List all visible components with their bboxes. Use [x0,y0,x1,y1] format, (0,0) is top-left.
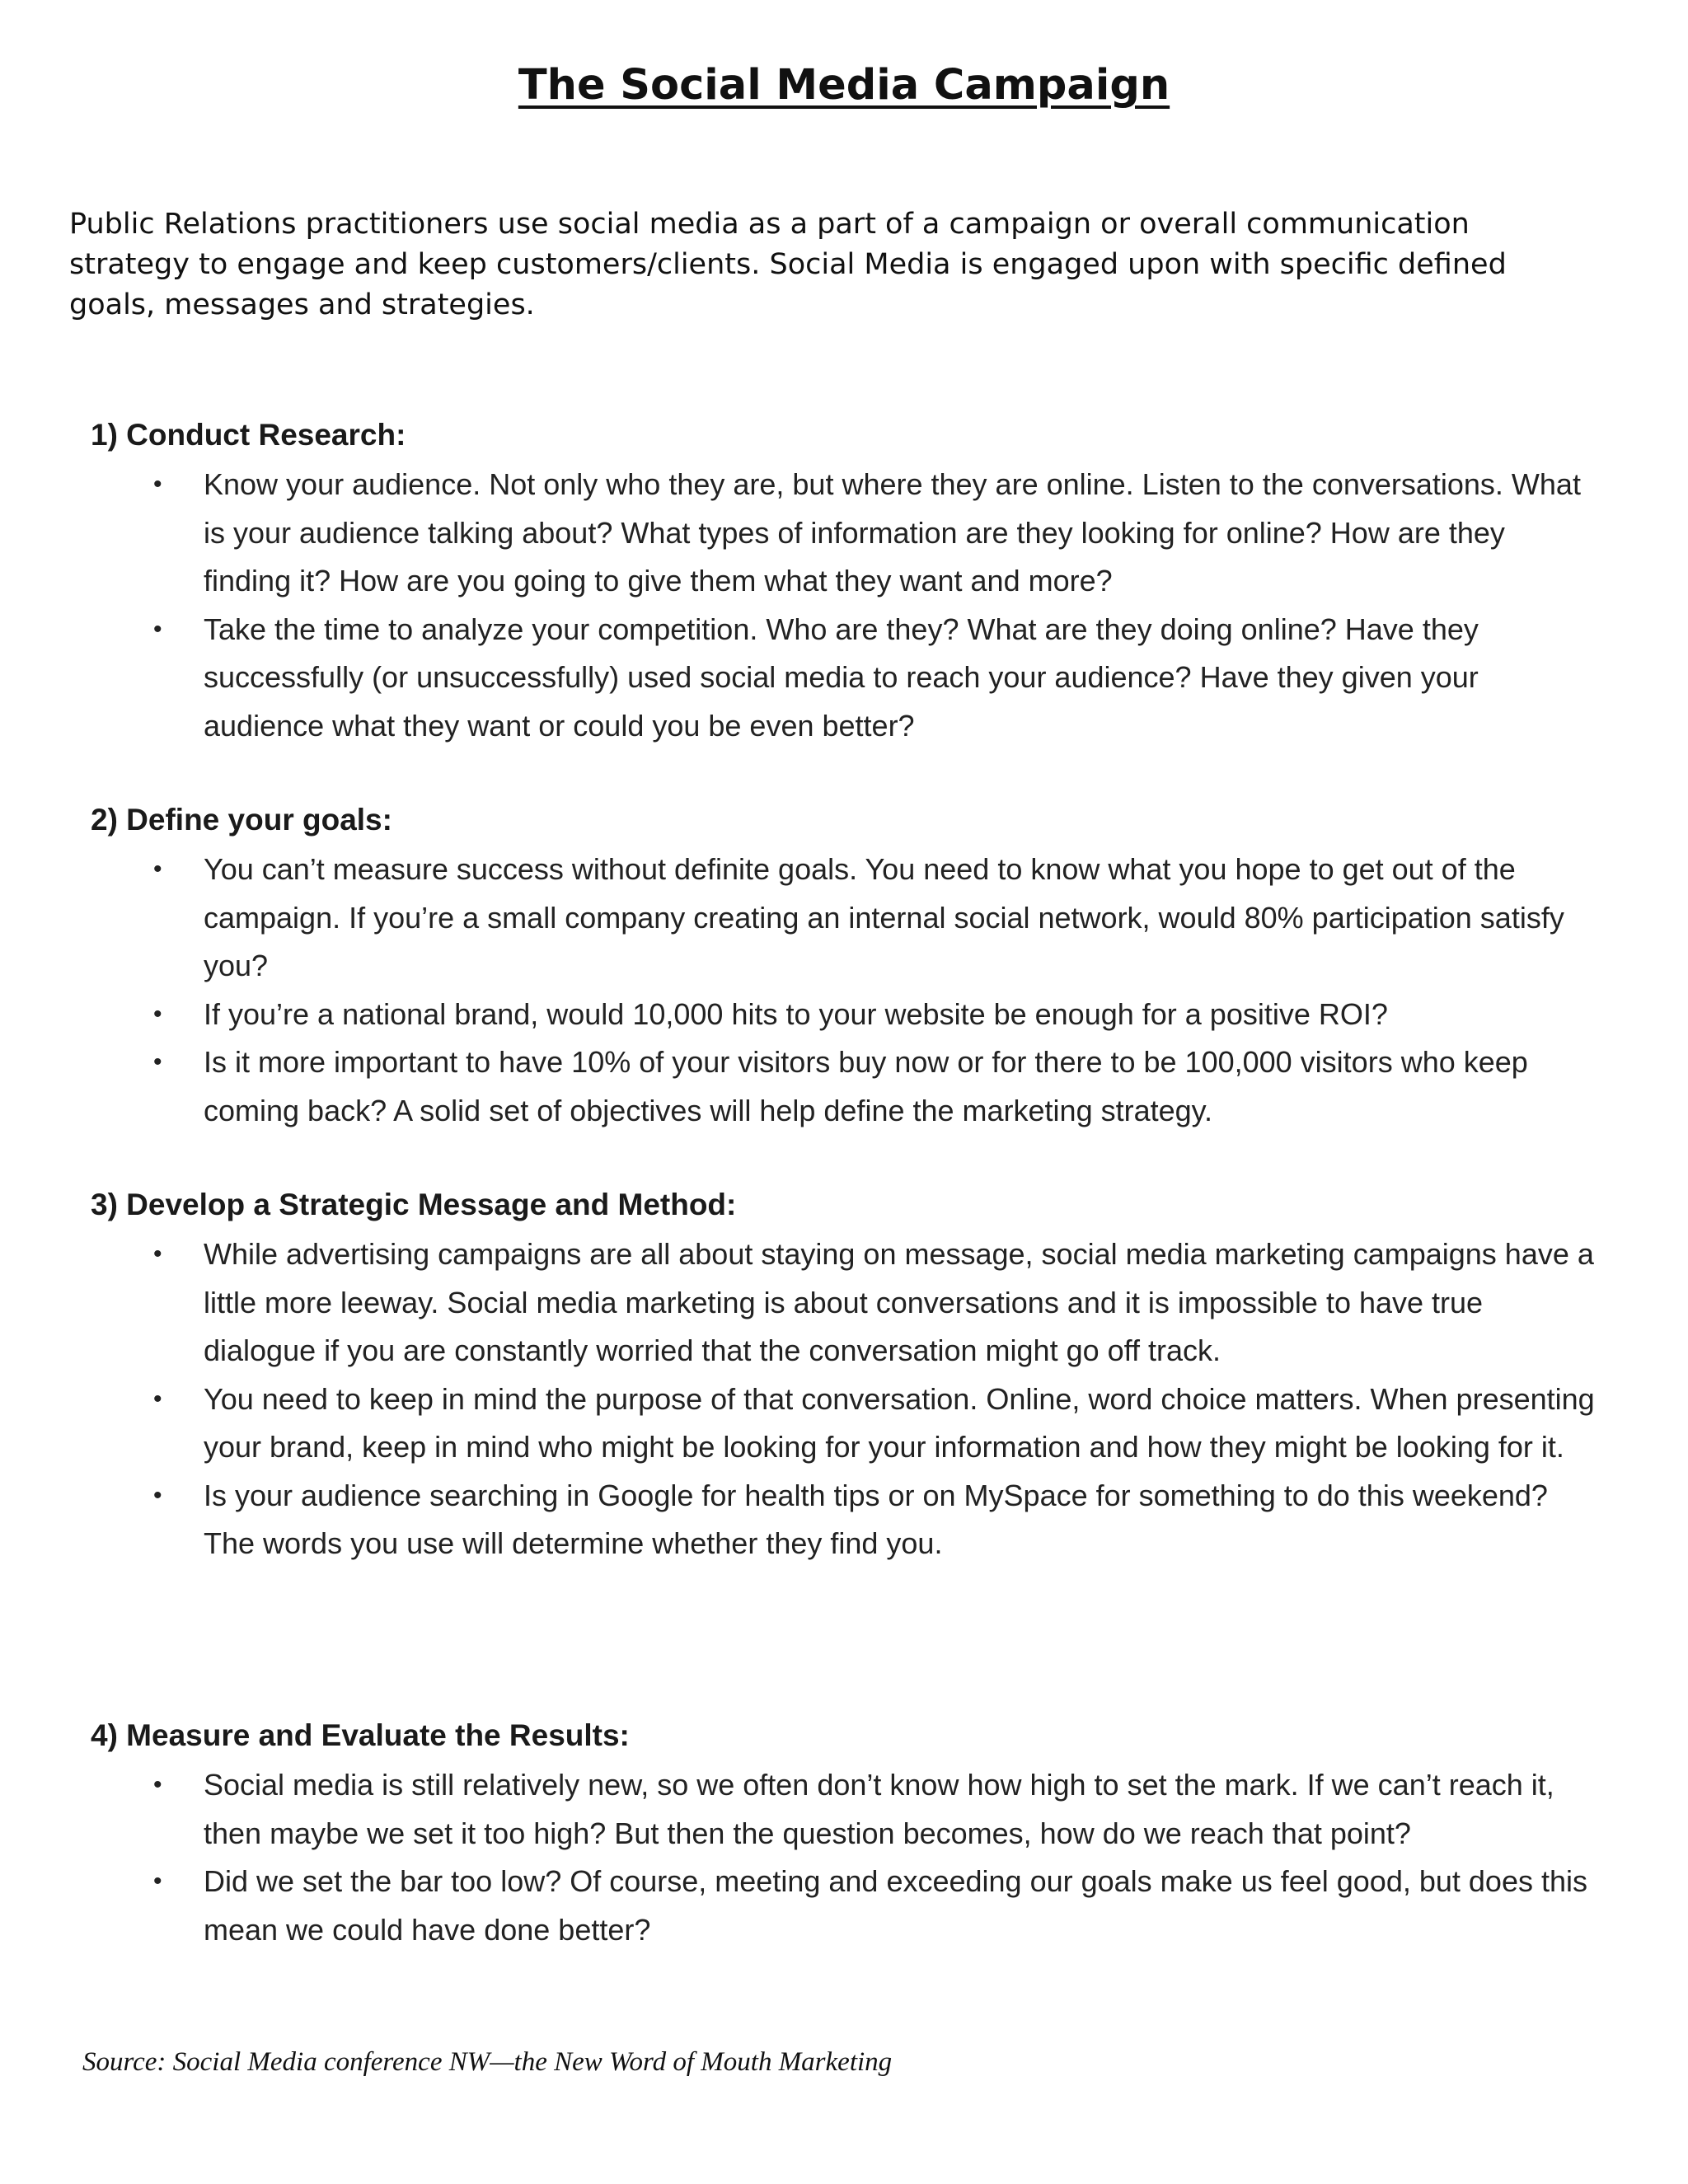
section-heading: 3) Develop a Strategic Message and Method: [91,1188,737,1221]
bullet-item [91,461,1599,606]
bullet-item [91,991,1599,1039]
bullet-item [91,606,1599,751]
bullet-item [91,1376,1599,1472]
bullet-text: Take the time to analyze your competition. Who are they? What are they doing online? Have they successfully (or unsuccessfully) used social media to reach your audience? Have they given your audience what they want or could you be even better? [204,612,1479,743]
bullet-icon: • [153,615,162,643]
section-strategic-message [91,1184,1599,1568]
bullet-icon: • [153,1000,162,1028]
bullet-icon: • [153,1385,162,1413]
bullet-item [91,1472,1599,1568]
section-measure-evaluate [91,1715,1599,1954]
bullet-text: You can’t measure success without definite goals. You need to know what you hope to get out of the campaign. If you’re a small company creating an internal social network, would 80% participation satisfy you? [204,852,1564,982]
bullet-icon: • [153,471,162,498]
bullet-list [91,1761,1599,1954]
bullet-item [91,1038,1599,1135]
bullet-icon: • [153,1868,162,1895]
bullet-text: Know your audience. Not only who they are, but where they are online. Listen to the conversations. What is your audience talking about? What types of information are they looking for online? How are they finding it? How are you going to give them what they want and more? [204,467,1581,598]
section-heading: 2) Define your goals: [91,803,392,837]
bullet-item [91,846,1599,991]
section-heading: 1) Conduct Research: [91,418,406,452]
document-title: The Social Media Campaign [518,61,1170,110]
bullet-text: Social media is still relatively new, so we often don’t know how high to set the mark. If we can’t reach it, then maybe we set it too high? But then the question becomes, how do we reach that point? [204,1768,1554,1850]
bullet-list [91,1230,1599,1568]
section-define-goals [91,799,1599,1135]
source-citation: Source: Social Media conference NW—the New Word of Mouth Marketing [82,2047,893,2077]
bullet-text: You need to keep in mind the purpose of that conversation. Online, word choice matters. When presenting your brand, keep in mind who might be looking for your information and how they might be looking for it. [204,1381,1595,1464]
section-heading: 4) Measure and Evaluate the Results: [91,1718,630,1752]
bullet-icon: • [153,1481,162,1509]
bullet-list [91,846,1599,1135]
bullet-icon: • [153,1240,162,1268]
bullet-item [91,1761,1599,1858]
bullet-text: Did we set the bar too low? Of course, meeting and exceeding our goals make us feel good, but does this mean we could have done better? [204,1864,1587,1947]
bullet-icon: • [153,855,162,883]
bullet-item [91,1858,1599,1954]
bullet-icon: • [153,1048,162,1076]
bullet-text: While advertising campaigns are all about staying on message, social media marketing campaigns have a little more leeway. Social media marketing is about conversations and it is impossible to have true dialogue if you are constantly worried that the conversation might go off track. [204,1237,1594,1367]
bullet-text: If you’re a national brand, would 10,000 hits to your website be enough for a positive ROI? [204,996,1388,1031]
section-conduct-research [91,415,1599,750]
bullet-list [91,461,1599,750]
bullet-text: Is your audience searching in Google for health tips or on MySpace for something to do this weekend? The words you use will determine whether they find you. [204,1478,1548,1560]
bullet-text: Is it more important to have 10% of your visitors buy now or for there to be 100,000 visitors who keep coming back? A solid set of objectives will help define the marketing strategy. [204,1045,1528,1127]
intro-paragraph: Public Relations practitioners use social media as a part of a campaign or overall communication strategy to engage and keep customers/clients. Social Media is engaged upon with specific defined goals, messages and strategies. [69,208,1507,321]
bullet-item [91,1230,1599,1376]
bullet-icon: • [153,1771,162,1798]
